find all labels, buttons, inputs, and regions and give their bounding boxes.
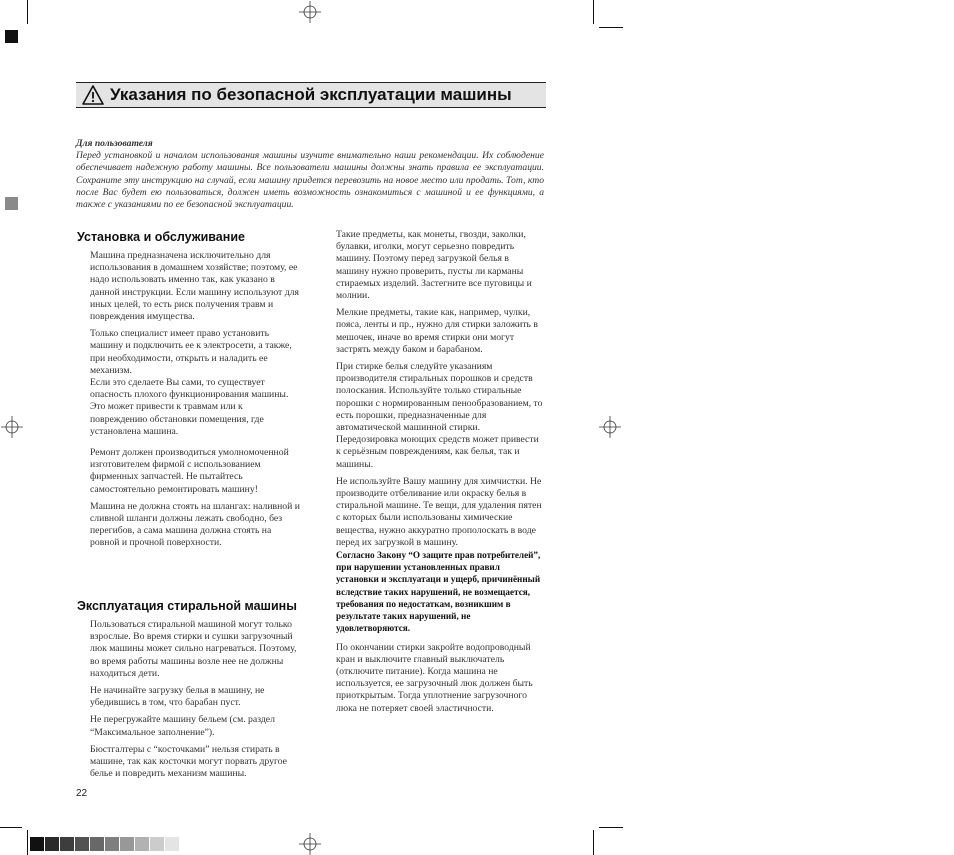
corner-black-square: [5, 30, 18, 43]
paragraph: Не перегружайте машину бельем (см. раздел “Максимальное заполнение”).: [90, 714, 275, 738]
heading-operation: Эксплуатация стиральной машины: [77, 599, 297, 613]
color-swatch: [90, 837, 104, 851]
crop-mark-bottom-right-vertical: [593, 830, 594, 855]
page-title: Указания по безопасной эксплуатации машины: [110, 85, 512, 104]
color-swatch: [75, 837, 89, 851]
color-swatch: [165, 837, 179, 851]
paragraph: Не начинайте загрузку белья в машину, не убедившись в том, что барабан пуст.: [90, 685, 265, 709]
right-column: [336, 229, 544, 720]
paragraph: Не используйте Вашу машину для химчистки. Не производите отбеливание или окраску белья в стиральной машине. Те вещи, для удаления пятен с которых были использованы химические вещества, нужно аккуратно прополоскать в воде перед их загрузкой в машину.: [336, 475, 542, 548]
consumer-law-notice: Согласно Закону “О защите прав потребителей”, при нарушении установленных правил установки и эксплуатаци и ущерб, причинённый вследствие таких нарушений, не возмещается, требования по недостаткам, возникшим в результате таких нарушений, не удовлетворяются.: [336, 550, 541, 634]
page-number: 22: [76, 788, 88, 799]
color-swatch: [60, 837, 74, 851]
installation-column: [90, 250, 300, 555]
side-gray-square: [5, 197, 18, 210]
paragraph: Бюстгалтеры с “косточками” нельзя стирать в машине, так как косточки могут порвать другое белье и повредить механизм машины.: [90, 743, 287, 780]
color-swatch: [120, 837, 134, 851]
paragraph: Пользоваться стиральной машиной могут только взрослые. Во время стирки и сушки загрузочный люк машины может сильно нагреваться. Поэтому, во время работы машины возле нее не должны находиться дети.: [90, 619, 297, 679]
crop-mark-top-right-vertical: [593, 0, 594, 24]
color-swatch: [105, 837, 119, 851]
paragraph: Машина не должна стоять на шлангах: наливной и сливной шланги должны лежать свободно, без перегибов, а сама машина должна стоять на ровной и прочной поверхности.: [90, 500, 300, 549]
heading-installation: Установка и обслуживание: [77, 230, 245, 244]
paragraph: Такие предметы, как монеты, гвозди, заколки, булавки, иголки, могут серьезно повредить машину. Поэтому перед загрузкой белья в машину нужно проверить, пусты ли карманы стираемых изделий. Застегните все пуговицы и молнии.: [336, 229, 532, 302]
registration-mark-left: [1, 416, 23, 438]
registration-mark-right: [599, 416, 621, 438]
paragraph: Ремонт должен производиться умолномоченной изготовителем фирмой с использованием фирменных запчастей. Не пытайтесь самостоятельно ремонтировать машину!: [90, 447, 289, 495]
crop-mark-bottom-left-horizontal: [0, 827, 22, 828]
crop-mark-bottom-left-vertical: [27, 830, 28, 855]
registration-mark-top: [299, 1, 321, 23]
color-swatch: [30, 837, 44, 851]
paragraph: Машина предназначена исключительно для использования в домашнем хозяйстве; поэтому, ее надо использовать именно так, как указано в данной инструкции. Если машину используют для иных целей, то есть риск получения травм и повреждения имущества.: [90, 250, 299, 323]
warning-triangle-icon: [82, 85, 104, 105]
paragraph: Мелкие предметы, такие как, например, чулки, пояса, ленты и пр., нужно для стирки заложить в мешочек, иначе во время стирки они могут застрять между баком и барабаном.: [336, 307, 538, 355]
paragraph: При стирке белья следуйте указаниям производителя стиральных порошков и средств полоскания. Используйте только стиральные порошки с нормированным пенообразованием, то есть порошки, предназначенные для автоматической машинной стирки. Передозировка моющих средств может привести к серьёзным повреждениям, как белья, так и машины.: [336, 361, 543, 470]
paragraph: По окончании стирки закройте водопроводный кран и выключите главный выключатель (отключите питание). Когда машина не используется, ее загрузочный люк должен быть приоткрытым. Тогда уплотнение загрузочного люка не потеряет своей эластичности.: [336, 641, 533, 714]
crop-mark-top-left-vertical: [27, 0, 28, 24]
paragraph: Если это сделаете Вы сами, то существует опасность плохого функционирования машины. Это может привести к травмам или к повреждению обстановки помещения, где установлена машина.: [90, 377, 289, 437]
section-title-bar: [76, 82, 546, 108]
paragraph: Только специалист имеет право установить машину и подключить ее к электросети, а также, при необходимости, открыть и наладить ее механизм.: [90, 328, 292, 376]
registration-mark-bottom: [299, 833, 321, 855]
color-swatch: [150, 837, 164, 851]
user-intro-block: [76, 138, 544, 211]
crop-mark-bottom-right-horizontal: [599, 827, 623, 828]
intro-heading: Для пользователя: [76, 138, 153, 149]
crop-mark-top-right-horizontal: [599, 27, 623, 28]
color-calibration-strip: [30, 837, 180, 851]
color-swatch: [135, 837, 149, 851]
intro-text: Перед установкой и началом использования машины изучите внимательно наши рекомендации. Их соблюдение обеспечивает надежную работу машины. Все пользователи машины должны знать правила ее эксплуатации. Сохраните эту инструкцию на случай, если машину придется перевозить на новое место или продать. Тот, кто после Вас будет ею пользоваться, должен иметь возможность ознакомиться с машиной и ее функциями, а также с указаниями по ее безопасной эксплуатации.: [76, 150, 544, 211]
operation-column: [90, 619, 302, 785]
color-swatch: [45, 837, 59, 851]
